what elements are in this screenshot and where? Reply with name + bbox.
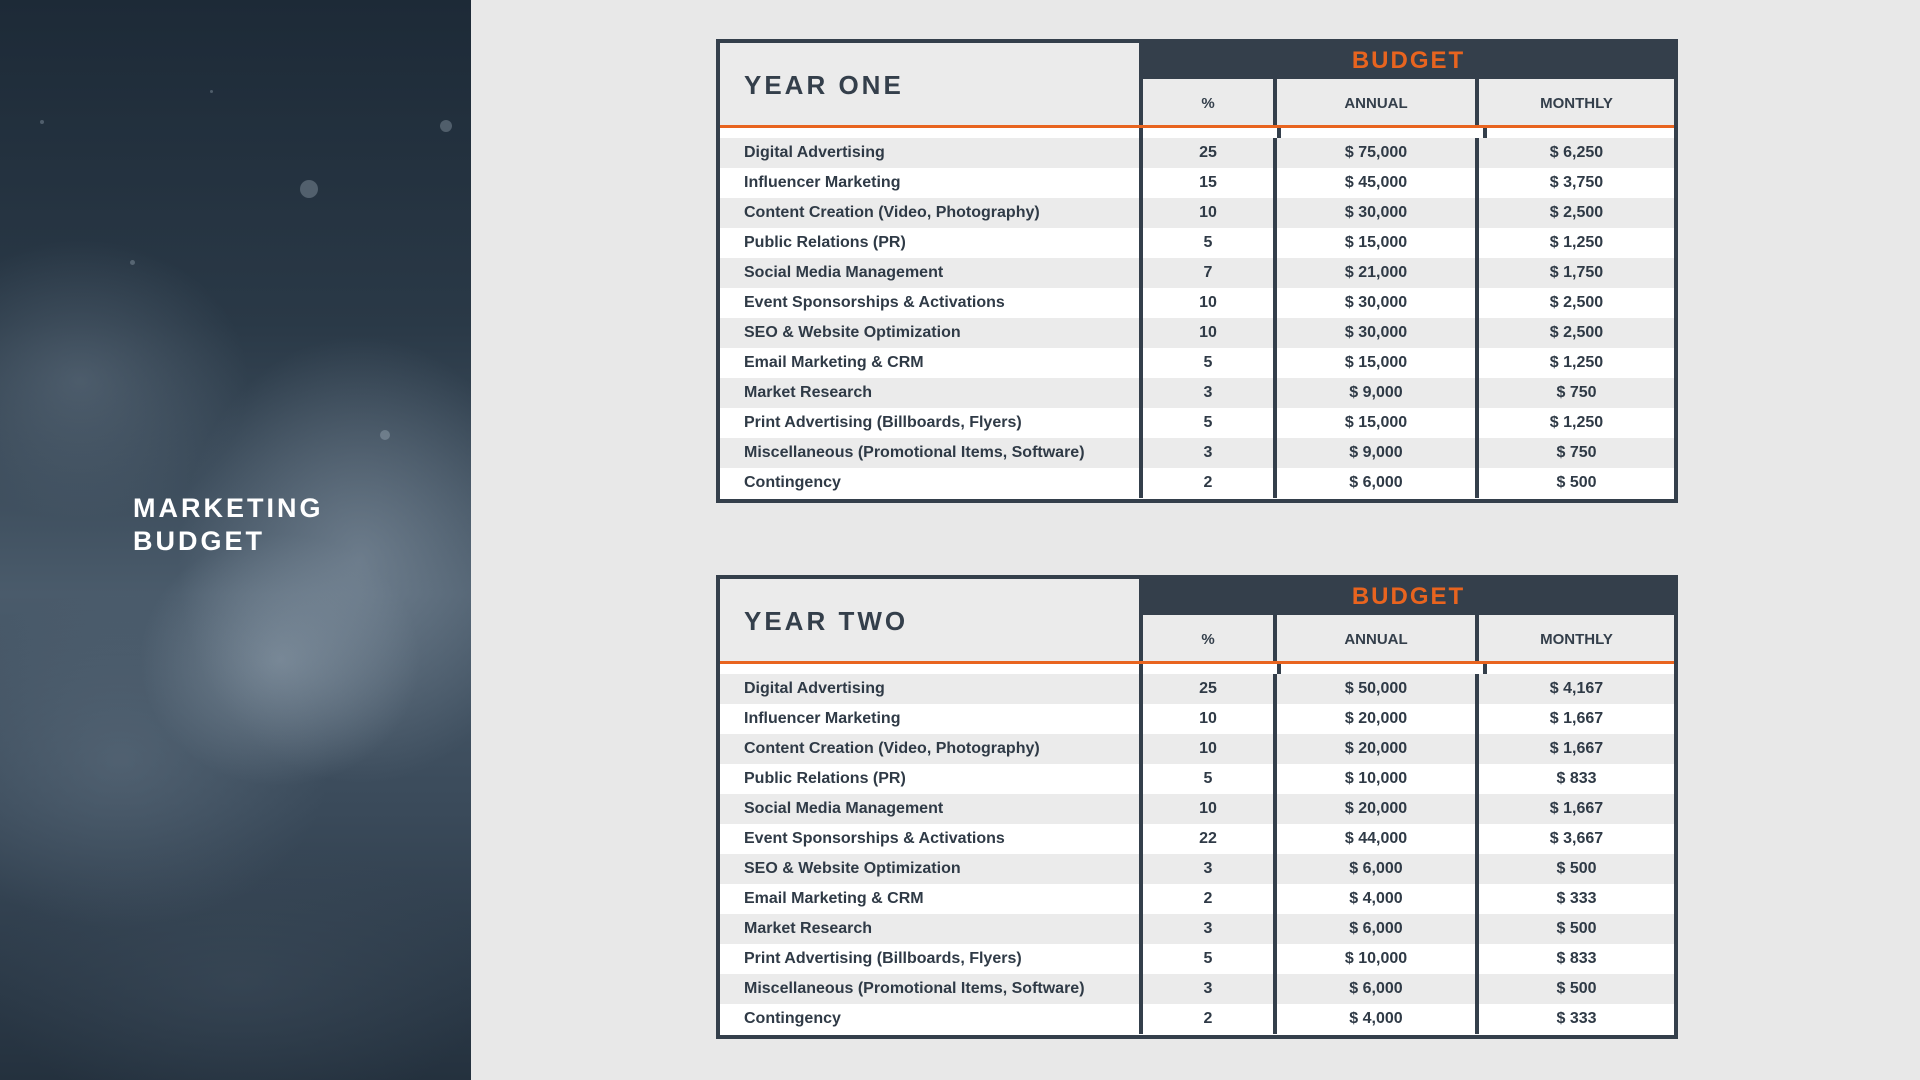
percent-cell: 3 bbox=[1143, 854, 1277, 884]
table-row bbox=[720, 258, 1674, 288]
table-row bbox=[720, 378, 1674, 408]
monthly-cell: $ 500 bbox=[1479, 854, 1674, 884]
page-title-line1: MARKETING bbox=[133, 493, 324, 523]
spacer-cell bbox=[1281, 664, 1487, 674]
annual-cell: $ 15,000 bbox=[1277, 348, 1479, 378]
annual-cell: $ 30,000 bbox=[1277, 288, 1479, 318]
line-item-name: Contingency bbox=[720, 468, 1143, 498]
table-row bbox=[720, 854, 1674, 884]
annual-cell: $ 10,000 bbox=[1277, 764, 1479, 794]
monthly-cell: $ 4,167 bbox=[1479, 674, 1674, 704]
table-row bbox=[720, 468, 1674, 498]
monthly-cell: $ 333 bbox=[1479, 1004, 1674, 1034]
annual-cell: $ 75,000 bbox=[1277, 138, 1479, 168]
percent-cell: 10 bbox=[1143, 734, 1277, 764]
percent-cell: 10 bbox=[1143, 704, 1277, 734]
percent-cell: 25 bbox=[1143, 674, 1277, 704]
annual-cell: $ 4,000 bbox=[1277, 1004, 1479, 1034]
line-item-name: Print Advertising (Billboards, Flyers) bbox=[720, 944, 1143, 974]
percent-cell: 22 bbox=[1143, 824, 1277, 854]
monthly-cell: $ 500 bbox=[1479, 974, 1674, 1004]
bokeh-speck bbox=[300, 180, 318, 198]
monthly-cell: $ 833 bbox=[1479, 764, 1674, 794]
percent-cell: 2 bbox=[1143, 884, 1277, 914]
percent-cell: 3 bbox=[1143, 974, 1277, 1004]
table-row bbox=[720, 974, 1674, 1004]
table-row bbox=[720, 138, 1674, 168]
monthly-cell: $ 1,250 bbox=[1479, 228, 1674, 258]
percent-cell: 3 bbox=[1143, 438, 1277, 468]
line-item-name: Content Creation (Video, Photography) bbox=[720, 734, 1143, 764]
annual-cell: $ 9,000 bbox=[1277, 378, 1479, 408]
spacer-cell bbox=[1487, 128, 1674, 138]
line-item-name: Event Sponsorships & Activations bbox=[720, 288, 1143, 318]
year-label: YEAR TWO bbox=[744, 606, 909, 636]
spacer-cell bbox=[1487, 664, 1674, 674]
percent-cell: 5 bbox=[1143, 408, 1277, 438]
annual-cell: $ 15,000 bbox=[1277, 408, 1479, 438]
monthly-cell: $ 3,750 bbox=[1479, 168, 1674, 198]
table-row bbox=[720, 408, 1674, 438]
annual-cell: $ 6,000 bbox=[1277, 468, 1479, 498]
column-header-annual: ANNUAL bbox=[1277, 79, 1479, 128]
annual-cell: $ 30,000 bbox=[1277, 198, 1479, 228]
monthly-cell: $ 750 bbox=[1479, 378, 1674, 408]
percent-cell: 5 bbox=[1143, 348, 1277, 378]
bokeh-speck bbox=[380, 430, 390, 440]
monthly-cell: $ 2,500 bbox=[1479, 288, 1674, 318]
line-item-name: SEO & Website Optimization bbox=[720, 854, 1143, 884]
annual-cell: $ 45,000 bbox=[1277, 168, 1479, 198]
percent-cell: 15 bbox=[1143, 168, 1277, 198]
bokeh-speck bbox=[130, 260, 135, 265]
line-item-name: Contingency bbox=[720, 1004, 1143, 1034]
budget-table-year-two bbox=[716, 575, 1678, 1039]
percent-cell: 10 bbox=[1143, 288, 1277, 318]
page-title-line2: BUDGET bbox=[133, 526, 265, 556]
line-item-name: Influencer Marketing bbox=[720, 704, 1143, 734]
percent-cell: 2 bbox=[1143, 468, 1277, 498]
percent-cell: 25 bbox=[1143, 138, 1277, 168]
spacer-cell bbox=[1143, 664, 1281, 674]
budget-header-block bbox=[1143, 43, 1674, 128]
percent-cell: 5 bbox=[1143, 228, 1277, 258]
table-row bbox=[720, 764, 1674, 794]
monthly-cell: $ 2,500 bbox=[1479, 198, 1674, 228]
monthly-cell: $ 500 bbox=[1479, 914, 1674, 944]
line-item-name: Email Marketing & CRM bbox=[720, 348, 1143, 378]
budget-header-block bbox=[1143, 579, 1674, 664]
monthly-cell: $ 1,667 bbox=[1479, 704, 1674, 734]
line-item-name: Content Creation (Video, Photography) bbox=[720, 198, 1143, 228]
year-header-cell bbox=[720, 579, 1143, 664]
table-body bbox=[720, 138, 1674, 498]
column-header-percent: % bbox=[1143, 79, 1277, 128]
annual-cell: $ 20,000 bbox=[1277, 704, 1479, 734]
spacer-cell bbox=[720, 664, 1143, 674]
bokeh-speck bbox=[440, 120, 452, 132]
monthly-cell: $ 833 bbox=[1479, 944, 1674, 974]
table-row bbox=[720, 674, 1674, 704]
monthly-cell: $ 1,250 bbox=[1479, 348, 1674, 378]
annual-cell: $ 9,000 bbox=[1277, 438, 1479, 468]
percent-cell: 5 bbox=[1143, 944, 1277, 974]
monthly-cell: $ 1,667 bbox=[1479, 734, 1674, 764]
spacer-cell bbox=[1281, 128, 1487, 138]
table-body bbox=[720, 674, 1674, 1034]
table-row bbox=[720, 318, 1674, 348]
year-label: YEAR ONE bbox=[744, 70, 904, 100]
annual-cell: $ 6,000 bbox=[1277, 854, 1479, 884]
budget-banner: BUDGET bbox=[1143, 43, 1674, 79]
annual-cell: $ 20,000 bbox=[1277, 794, 1479, 824]
line-item-name: Event Sponsorships & Activations bbox=[720, 824, 1143, 854]
table-header bbox=[720, 43, 1674, 128]
line-item-name: SEO & Website Optimization bbox=[720, 318, 1143, 348]
annual-cell: $ 21,000 bbox=[1277, 258, 1479, 288]
line-item-name: Social Media Management bbox=[720, 794, 1143, 824]
budget-banner: BUDGET bbox=[1143, 579, 1674, 615]
line-item-name: Public Relations (PR) bbox=[720, 764, 1143, 794]
table-row bbox=[720, 734, 1674, 764]
annual-cell: $ 30,000 bbox=[1277, 318, 1479, 348]
column-header-monthly: MONTHLY bbox=[1540, 631, 1613, 648]
monthly-cell: $ 1,750 bbox=[1479, 258, 1674, 288]
spacer-cell bbox=[1143, 128, 1281, 138]
table-row bbox=[720, 794, 1674, 824]
monthly-cell: $ 1,667 bbox=[1479, 794, 1674, 824]
table-row bbox=[720, 884, 1674, 914]
column-header-annual: ANNUAL bbox=[1277, 615, 1479, 664]
line-item-name: Digital Advertising bbox=[720, 138, 1143, 168]
annual-cell: $ 50,000 bbox=[1277, 674, 1479, 704]
table-row bbox=[720, 824, 1674, 854]
table-header bbox=[720, 579, 1674, 664]
table-row bbox=[720, 914, 1674, 944]
bokeh-speck bbox=[40, 120, 44, 124]
percent-cell: 7 bbox=[1143, 258, 1277, 288]
line-item-name: Public Relations (PR) bbox=[720, 228, 1143, 258]
column-headers bbox=[1143, 615, 1674, 664]
annual-cell: $ 15,000 bbox=[1277, 228, 1479, 258]
line-item-name: Print Advertising (Billboards, Flyers) bbox=[720, 408, 1143, 438]
line-item-name: Miscellaneous (Promotional Items, Software) bbox=[720, 438, 1143, 468]
header-spacer bbox=[720, 128, 1674, 138]
line-item-name: Influencer Marketing bbox=[720, 168, 1143, 198]
monthly-cell: $ 6,250 bbox=[1479, 138, 1674, 168]
line-item-name: Digital Advertising bbox=[720, 674, 1143, 704]
line-item-name: Social Media Management bbox=[720, 258, 1143, 288]
table-row bbox=[720, 438, 1674, 468]
line-item-name: Email Marketing & CRM bbox=[720, 884, 1143, 914]
line-item-name: Market Research bbox=[720, 914, 1143, 944]
table-row bbox=[720, 228, 1674, 258]
table-row bbox=[720, 944, 1674, 974]
column-header-percent: % bbox=[1143, 615, 1277, 664]
annual-cell: $ 6,000 bbox=[1277, 914, 1479, 944]
background-photo-panel bbox=[0, 0, 471, 1080]
monthly-cell: $ 2,500 bbox=[1479, 318, 1674, 348]
monthly-cell: $ 3,667 bbox=[1479, 824, 1674, 854]
table-row bbox=[720, 348, 1674, 378]
column-header-monthly: MONTHLY bbox=[1540, 95, 1613, 112]
annual-cell: $ 10,000 bbox=[1277, 944, 1479, 974]
budget-table-year-one bbox=[716, 39, 1678, 503]
column-headers bbox=[1143, 79, 1674, 128]
monthly-cell: $ 500 bbox=[1479, 468, 1674, 498]
annual-cell: $ 20,000 bbox=[1277, 734, 1479, 764]
percent-cell: 2 bbox=[1143, 1004, 1277, 1034]
percent-cell: 10 bbox=[1143, 318, 1277, 348]
header-spacer bbox=[720, 664, 1674, 674]
line-item-name: Miscellaneous (Promotional Items, Software) bbox=[720, 974, 1143, 1004]
monthly-cell: $ 1,250 bbox=[1479, 408, 1674, 438]
percent-cell: 10 bbox=[1143, 794, 1277, 824]
year-header-cell bbox=[720, 43, 1143, 128]
table-row bbox=[720, 198, 1674, 228]
monthly-cell: $ 333 bbox=[1479, 884, 1674, 914]
line-item-name: Market Research bbox=[720, 378, 1143, 408]
percent-cell: 3 bbox=[1143, 378, 1277, 408]
page-title bbox=[133, 492, 324, 558]
percent-cell: 5 bbox=[1143, 764, 1277, 794]
annual-cell: $ 44,000 bbox=[1277, 824, 1479, 854]
annual-cell: $ 6,000 bbox=[1277, 974, 1479, 1004]
table-row bbox=[720, 1004, 1674, 1034]
monthly-cell: $ 750 bbox=[1479, 438, 1674, 468]
table-row bbox=[720, 168, 1674, 198]
annual-cell: $ 4,000 bbox=[1277, 884, 1479, 914]
spacer-cell bbox=[720, 128, 1143, 138]
percent-cell: 3 bbox=[1143, 914, 1277, 944]
table-row bbox=[720, 704, 1674, 734]
table-row bbox=[720, 288, 1674, 318]
bokeh-speck bbox=[210, 90, 213, 93]
percent-cell: 10 bbox=[1143, 198, 1277, 228]
